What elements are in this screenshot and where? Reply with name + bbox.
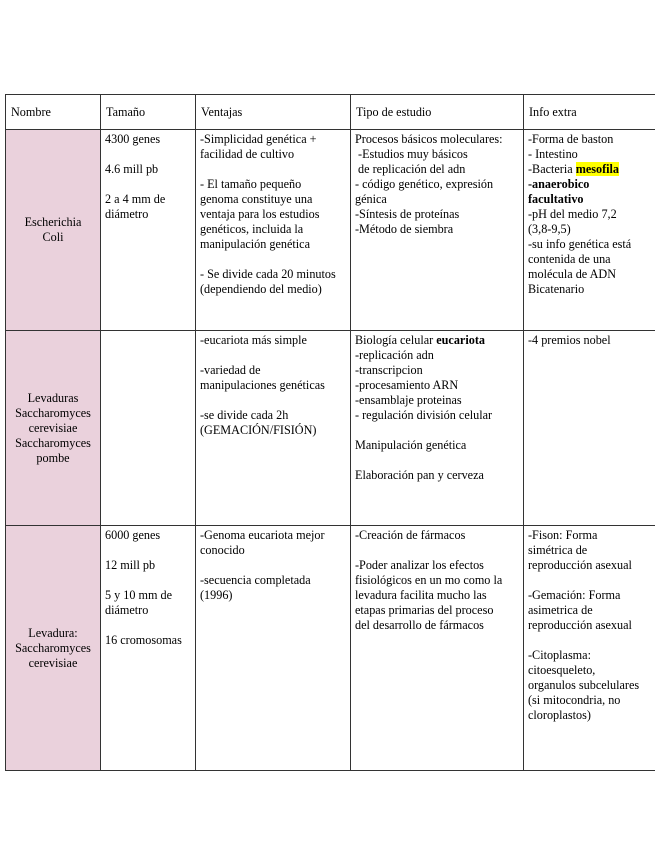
- cell-line: diámetro: [105, 207, 149, 221]
- cell-line: Coli: [42, 230, 64, 244]
- cell-line: contenida de una: [528, 252, 611, 266]
- cell-line: 4.6 mill pb: [105, 162, 159, 176]
- tamano-cell: [101, 526, 196, 771]
- line-gap: [105, 573, 191, 588]
- estudio-text: Biología celular: [355, 333, 437, 347]
- estudio-rest: [355, 348, 519, 483]
- line-gap: [528, 573, 651, 588]
- line-gap: [355, 423, 519, 438]
- cell-line: (1996): [200, 588, 233, 602]
- cell-line: diámetro: [105, 603, 149, 617]
- info-text: -Bacteria: [528, 162, 576, 176]
- cell-line: Escherichia: [24, 215, 82, 229]
- cell-line: simétrica de: [528, 543, 588, 557]
- header-tipo-estudio: Tipo de estudio: [351, 95, 524, 130]
- line-gap: [105, 543, 191, 558]
- cell-line: -su info genética está: [528, 237, 632, 251]
- cell-line: -Fison: Forma: [528, 528, 598, 542]
- cell-line: Manipulación genética: [355, 438, 467, 452]
- comparison-table: [5, 94, 655, 771]
- cell-line: - Se divide cada 20 minutos: [200, 267, 336, 281]
- cell-line: -replicación adn: [355, 348, 434, 362]
- info-cell: [524, 526, 655, 771]
- cell-line: cloroplastos): [528, 708, 591, 722]
- cell-line: organulos subcelulares: [528, 678, 640, 692]
- cell-line: - regulación división celular: [355, 408, 493, 422]
- name-cell: [6, 331, 101, 526]
- cell-line: 6000 genes: [105, 528, 161, 542]
- cell-line: -Síntesis de proteínas: [355, 207, 460, 221]
- name-cell: [6, 526, 101, 771]
- cell-line: -Gemación: Forma: [528, 588, 621, 602]
- cell-line: -variedad de: [200, 363, 261, 377]
- cell-line: manipulaciones genéticas: [200, 378, 325, 392]
- cell-line: -transcripcion: [355, 363, 423, 377]
- cell-line: -Creación de fármacos: [355, 528, 466, 542]
- cell-line: -Citoplasma:: [528, 648, 591, 662]
- line-gap: [200, 393, 346, 408]
- bold-term: eucariota: [436, 333, 485, 347]
- table-row: [6, 331, 655, 526]
- cell-line: pombe: [36, 450, 70, 465]
- estudio-cell: [351, 331, 524, 526]
- cell-line: -Genoma eucariota mejor: [200, 528, 325, 542]
- cell-line: Levadura:: [28, 625, 78, 640]
- name-cell: [6, 130, 101, 331]
- cell-line: 16 cromosomas: [105, 633, 182, 647]
- cell-line: génica: [355, 192, 387, 206]
- info-rest: [528, 207, 651, 297]
- tamano-cell: [101, 130, 196, 331]
- header-nombre: Nombre: [6, 95, 101, 130]
- cell-line: -Poder analizar los efectos: [355, 558, 484, 572]
- line-gap: [200, 162, 346, 177]
- table-row: [6, 130, 655, 331]
- line-gap: [355, 543, 519, 558]
- cell-line: ventaja para los estudios: [200, 207, 320, 221]
- highlighted-term: mesofila: [575, 162, 620, 176]
- cell-line: molécula de ADN: [528, 267, 616, 281]
- info-line-bold: facultativo: [528, 192, 584, 206]
- header-row: [6, 95, 655, 130]
- line-gap: [355, 453, 519, 468]
- table-row: [6, 526, 655, 771]
- cell-line: -pH del medio 7,2: [528, 207, 617, 221]
- line-gap: [105, 618, 191, 633]
- cell-line: Saccharomyces: [15, 405, 91, 420]
- line-gap: [200, 348, 346, 363]
- cell-line: cerevisiae: [28, 420, 78, 435]
- cell-line: Saccharomyces: [15, 435, 91, 450]
- cell-line: -secuencia completada: [200, 573, 311, 587]
- cell-line: -Método de siembra: [355, 222, 454, 236]
- cell-line: fisiológicos en un mo como la: [355, 573, 503, 587]
- cell-line: -4 premios nobel: [528, 333, 611, 347]
- cell-line: cerevisiae: [28, 655, 78, 670]
- header-info-extra: Info extra: [524, 95, 655, 130]
- cell-line: genoma constituye una: [200, 192, 313, 206]
- cell-line: del desarrollo de fármacos: [355, 618, 484, 632]
- cell-line: Saccharomyces: [15, 640, 91, 655]
- cell-line: Procesos básicos moleculares:: [355, 132, 503, 146]
- line-gap: [200, 252, 346, 267]
- line-gap: [528, 633, 651, 648]
- cell-line: conocido: [200, 543, 245, 557]
- estudio-line: [355, 333, 519, 348]
- line-gap: [200, 558, 346, 573]
- cell-line: reproducción asexual: [528, 558, 632, 572]
- ventajas-cell: [196, 526, 351, 771]
- cell-line: genéticos, incluida la: [200, 222, 304, 236]
- cell-line: manipulación genética: [200, 237, 310, 251]
- cell-line: - El tamaño pequeño: [200, 177, 302, 191]
- cell-line: -ensamblaje proteinas: [355, 393, 462, 407]
- info-line-bold: -anaerobico: [528, 177, 590, 191]
- cell-line: de replicación del adn: [355, 162, 466, 176]
- ventajas-cell: [196, 331, 351, 526]
- cell-line: etapas primarias del proceso: [355, 603, 494, 617]
- cell-line: 5 y 10 mm de: [105, 588, 173, 602]
- cell-line: -Simplicidad genética +: [200, 132, 317, 146]
- estudio-cell: [351, 526, 524, 771]
- cell-line: levadura facilita mucho las: [355, 588, 487, 602]
- cell-line: citoesqueleto,: [528, 663, 596, 677]
- estudio-cell: [351, 130, 524, 331]
- cell-line: Elaboración pan y cerveza: [355, 468, 484, 482]
- info-cell: [524, 130, 655, 331]
- header-ventajas: Ventajas: [196, 95, 351, 130]
- tamano-cell: [101, 331, 196, 526]
- line-gap: [105, 147, 191, 162]
- line-gap: [105, 177, 191, 192]
- cell-line: 4300 genes: [105, 132, 161, 146]
- cell-line: Bicatenario: [528, 282, 585, 296]
- cell-line: -eucariota más simple: [200, 333, 307, 347]
- cell-line: -Estudios muy básicos: [355, 147, 468, 161]
- info-line: [528, 162, 651, 177]
- cell-line: (si mitocondria, no: [528, 693, 621, 707]
- cell-line: -procesamiento ARN: [355, 378, 459, 392]
- info-line: -Forma de baston: [528, 132, 614, 146]
- cell-line: facilidad de cultivo: [200, 147, 295, 161]
- cell-line: (GEMACIÓN/FISIÓN): [200, 423, 317, 437]
- ventajas-cell: [196, 130, 351, 331]
- cell-line: Levaduras: [27, 390, 79, 405]
- cell-line: (3,8-9,5): [528, 222, 571, 236]
- cell-line: asimetrica de: [528, 603, 593, 617]
- header-tamano: Tamaño: [101, 95, 196, 130]
- cell-line: - código genético, expresión: [355, 177, 494, 191]
- cell-line: -se divide cada 2h: [200, 408, 289, 422]
- cell-line: 2 a 4 mm de: [105, 192, 166, 206]
- info-cell: [524, 331, 655, 526]
- cell-line: reproducción asexual: [528, 618, 632, 632]
- cell-line: (dependiendo del medio): [200, 282, 322, 296]
- cell-line: 12 mill pb: [105, 558, 156, 572]
- info-line: - Intestino: [528, 147, 578, 161]
